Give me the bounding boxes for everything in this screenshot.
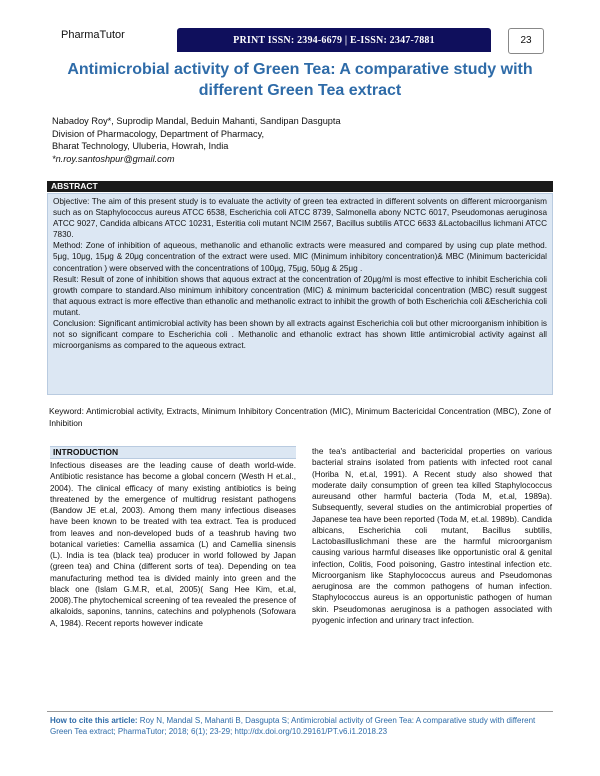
author-email: *n.roy.santoshpur@gmail.com: [52, 153, 175, 164]
abstract-box: [47, 193, 553, 395]
affiliation-line-1: Division of Pharmacology, Department of Pharmacy,: [52, 128, 265, 139]
right-column: [312, 446, 552, 626]
abstract-heading: ABSTRACT: [47, 181, 553, 192]
affiliation-line-2: Bharat Technology, Uluberia, Howrah, India: [52, 141, 229, 152]
issn-banner: [177, 28, 491, 52]
author-block: [52, 115, 552, 165]
page-number: 23: [508, 28, 544, 54]
abstract-conclusion: Conclusion: Significant antimicrobial activity has been shown by all extracts against Escherichia coli but other microorganism inhibition is not so significant compare to Escherichia coli . Methanolic and ethanolic extract has shown little antimicrobial activity against all microorganisms as compared to the aqueous extract.: [53, 319, 547, 351]
abstract-method: Method: Zone of inhibition of aqueous, methanolic and ethanolic extracts were measured and compared by using cup plate method. 5μg, 10μg, 15μg & 20μg concentration of the extract were used. MIC (Minimum inhibitory concentration)& MBC (Minimum bactericidal concentration ) were observed with the concentrations of 100μg, 75μg, 50μg & 25μg .: [53, 241, 547, 273]
abstract-result: Result: Result of zone of inhibition shows that aquous extract at the concentration of 20μg/ml is most effective to inhibit Escherichia coli growth compare to standard.Also minimum inhibitory concentration (MIC) & minimum bactericidal concentration (MBC) result suggest that aquous extract is more effective than ethanolic and methanolic extract to inhibit the growth of both Escherichia coli &Escherichia coli mutant.: [53, 274, 547, 317]
citation-text: Roy N, Mandal S, Mahanti B, Dasgupta S; Antimicrobial activity of Green Tea: A comparative study with different Green Tea extract; PharmaTutor; 2018; 6(1); 23-29; http://dx.doi.org/10.29161/PT.v6.i1.2018.23: [50, 716, 536, 736]
citation-label: How to cite this article:: [50, 716, 138, 725]
left-column: [50, 446, 296, 629]
journal-brand: PharmaTutor: [61, 29, 125, 41]
introduction-right-text: the tea's antibacterial and bactericidal properties on various bacterial strains isolated from patients with infected root canal (Horiba N, et.al, 1991). A Recent study also showed that moderate daily consumption of green tea killed Staphylococcus aureusand other harmful bacteria (Toda M, et.al, 1989a). Subsequently, several studies on the antimicrobial properties of Japanese tea have been reported (Toda M, et.al. 1989b). Candida albicans, Escherichia coli mutant, Bacillus subtilis, Lactobasilluslichmani these are the harmful microorganism causing various harmful diseases like opportunistic oral & genital infection, Colitis, Food poisoning, Gastro intestinal infection etc. Microorganism like Staphylococcus aureus and Pseudomonas aeruginosa are the common pathogens of human infection. Staphylococcus aureus is an opportunistic pathogen of human skin. Pseudomonas aeruginosa is a pathogen associated with pyogenic infection and urinary tract infection.: [312, 447, 552, 625]
citation: [50, 715, 550, 737]
issn-text: PRINT ISSN: 2394-6679 | E-ISSN: 2347-7881: [233, 35, 435, 46]
introduction-heading: INTRODUCTION: [50, 446, 296, 459]
footer-divider: [47, 711, 553, 712]
keywords: Keyword: Antimicrobial activity, Extracts, Minimum Inhibitory Concentration (MIC), Minimum Bactericidal Concentration (MBC), Zone of Inhibition: [49, 406, 551, 428]
introduction-left-text: Infectious diseases are the leading cause of death world-wide. Antibiotic resistance has become a global concern (Westh H et.al., 2004). The clinical efficacy of many existing antibiotics is being threatened by the emergence of multidrug resistant pathogens (Bandow JE et.al, 2003). Among them many infectious diseases have been known to be treated with tea extract. Tea is produced from leaves and non-developed buds of a teashrub having two botanical varieties: Camellia assamica (L) and Camellia sinensis (L). India is tea (black tea) producer in world followed by Japan (green tea) and China (different sorts of tea). Depending on tea manufacturing method tea is divided mainly into green and the black one (Islam G.M.R, et.al, 2005)( Sang Hee Kim, et.al, 2008).The phytochemical screening of tea revealed the presence of alkaloids, saponins, tannins, catechins and polyphenols (Sofowara A, 1984). Recent reports however indicate: [50, 461, 296, 628]
author-names: Nabadoy Roy*, Suprodip Mandal, Beduin Mahanti, Sandipan Dasgupta: [52, 116, 341, 126]
abstract-objective: Objective: The aim of this present study is to evaluate the activity of green tea extracted in different solvents on different microorganism such as on Staphylococcus aureus ATCC 6538, Escherichia coli ATCC 8739, Salmonella abony NCTC 6017, Pseudomonas aeruginosa ATCC 9027, Candida albicans ATCC 10231, Esteritia coli mutant NCIM 2567, Bacillus subtilis ATCC 6633 &Lactobacillus lichmani ATCC 7830.: [53, 197, 547, 240]
article-title: Antimicrobial activity of Green Tea: A comparative study with different Green Tea extract: [67, 61, 533, 99]
